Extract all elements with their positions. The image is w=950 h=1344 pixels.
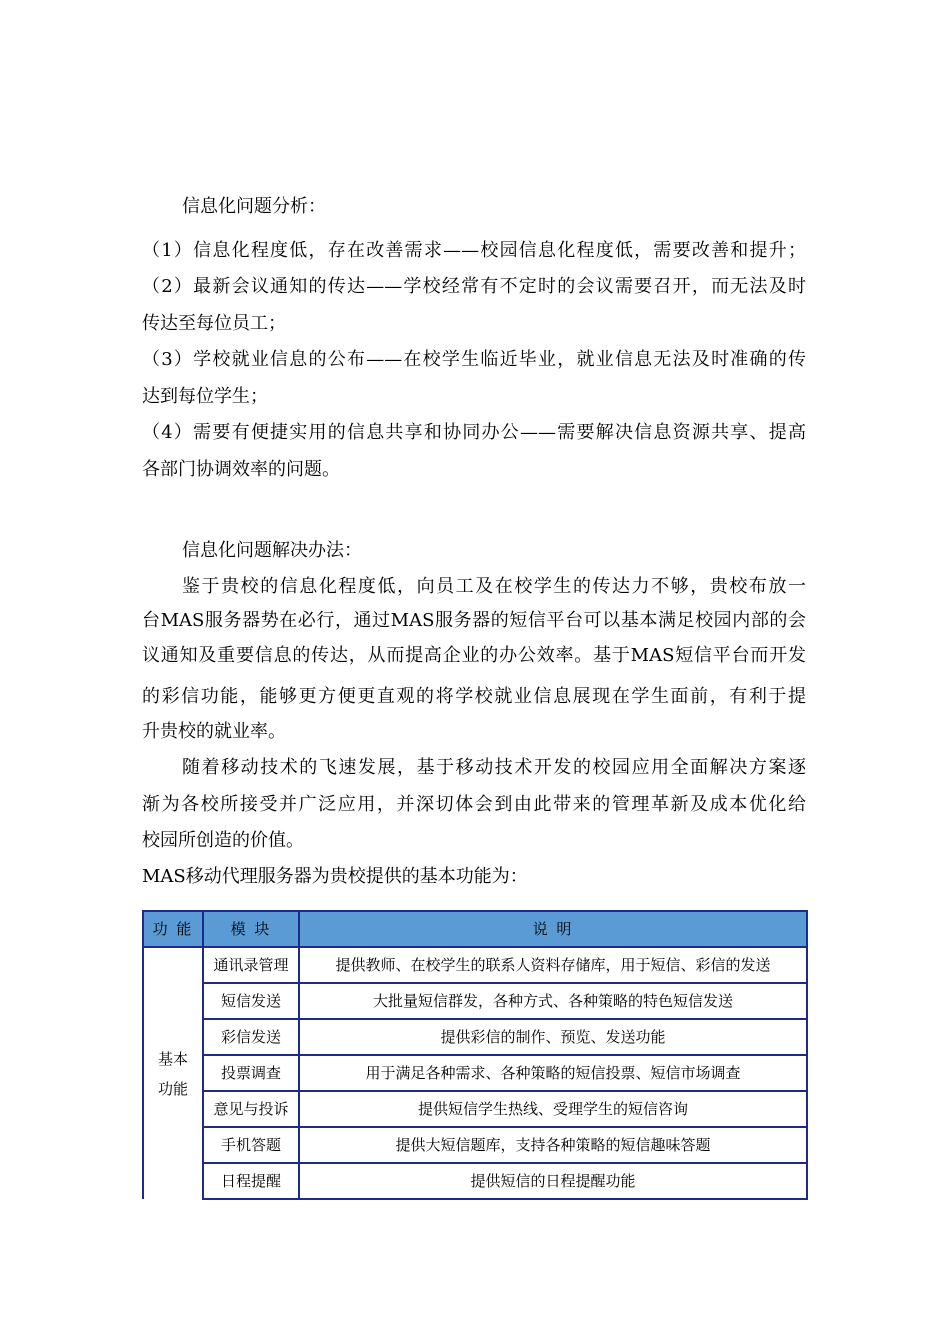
category-cell — [143, 947, 203, 1199]
analysis-item-3-line1: （3）学校就业信息的公布——在校学生临近毕业，就业信息无法及时准确的传 — [142, 349, 806, 370]
category-label-line2: 功能 — [157, 1079, 188, 1098]
category-label-line1: 基本 — [157, 1049, 188, 1068]
description-cell: 提供大短信题库，支持各种策略的短信趣味答题 — [299, 1127, 807, 1163]
table-row — [143, 1163, 807, 1199]
module-cell: 意见与投诉 — [203, 1091, 299, 1127]
description-cell: 提供教师、在校学生的联系人资料存储库，用于短信、彩信的发送 — [299, 947, 807, 983]
module-cell: 通讯录管理 — [203, 947, 299, 983]
module-cell: 投票调查 — [203, 1055, 299, 1091]
table-row — [143, 1127, 807, 1163]
description-cell: 提供彩信的制作、预览、发送功能 — [299, 1019, 807, 1055]
table-row — [143, 983, 807, 1019]
table-row — [143, 1091, 807, 1127]
analysis-item-1: （1）信息化程度低，存在改善需求——校园信息化程度低，需要改善和提升； — [142, 240, 806, 261]
solution-para1-line4: 的彩信功能，能够更方便更直观的将学校就业信息展现在学生面前，有利于提 — [142, 686, 806, 707]
analysis-item-4-line2: 各部门协调效率的问题。 — [142, 459, 340, 480]
solution-para1-line2: 台MAS服务器势在必行，通过MAS服务器的短信平台可以基本满足校园内部的会 — [142, 610, 806, 631]
module-cell: 彩信发送 — [203, 1019, 299, 1055]
header-function: 功 能 — [143, 911, 203, 947]
solution-heading: 信息化问题解决办法： — [182, 540, 362, 561]
solution-para2-line3: 校园所创造的价值。 — [142, 830, 304, 851]
header-description: 说 明 — [299, 911, 807, 947]
description-cell: 提供短信的日程提醒功能 — [299, 1163, 807, 1199]
table-row — [143, 1019, 807, 1055]
solution-para1-line1: 鉴于贵校的信息化程度低，向员工及在校学生的传达力不够，贵校布放一 — [182, 576, 806, 597]
analysis-heading: 信息化问题分析： — [182, 196, 326, 217]
description-cell: 用于满足各种需求、各种策略的短信投票、短信市场调查 — [299, 1055, 807, 1091]
module-cell: 短信发送 — [203, 983, 299, 1019]
table-row — [143, 1055, 807, 1091]
table-header-row — [143, 911, 807, 947]
function-table — [142, 910, 808, 1200]
analysis-item-2-line2: 传达至每位员工； — [142, 313, 286, 334]
analysis-item-2-line1: （2）最新会议通知的传达——学校经常有不定时的会议需要召开，而无法及时 — [142, 276, 806, 297]
solution-para1-line3: 议通知及重要信息的传达，从而提高企业的办公效率。基于MAS短信平台而开发 — [142, 645, 806, 666]
table-row — [143, 947, 807, 983]
solution-para1-line5: 升贵校的就业率。 — [142, 721, 286, 742]
description-cell: 大批量短信群发，各种方式、各种策略的特色短信发送 — [299, 983, 807, 1019]
solution-intro: MAS移动代理服务器为贵校提供的基本功能为： — [142, 866, 528, 887]
description-cell: 提供短信学生热线、受理学生的短信咨询 — [299, 1091, 807, 1127]
header-module: 模 块 — [203, 911, 299, 947]
module-cell: 手机答题 — [203, 1127, 299, 1163]
analysis-item-4-line1: （4）需要有便捷实用的信息共享和协同办公——需要解决信息资源共享、提高 — [142, 422, 806, 443]
analysis-item-3-line2: 达到每位学生； — [142, 386, 268, 407]
module-cell: 日程提醒 — [203, 1163, 299, 1199]
solution-para2-line1: 随着移动技术的飞速发展，基于移动技术开发的校园应用全面解决方案逐 — [182, 757, 806, 778]
solution-para2-line2: 渐为各校所接受并广泛应用，并深切体会到由此带来的管理革新及成本优化给 — [142, 794, 806, 815]
